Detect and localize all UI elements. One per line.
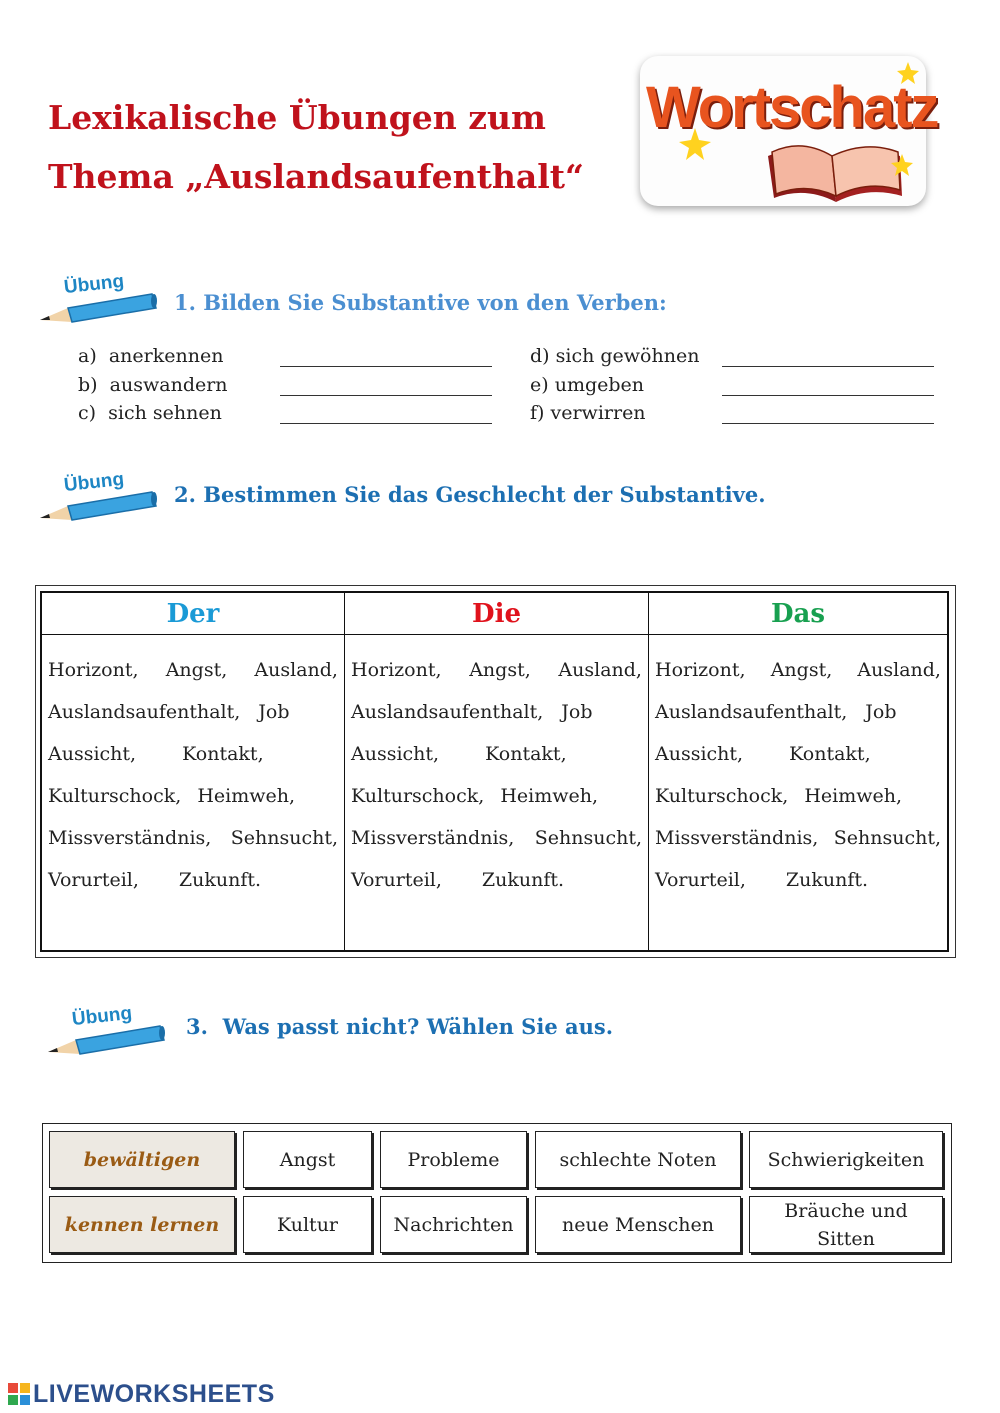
ex1-item-d: d) sich gewöhnen bbox=[530, 345, 700, 367]
gender-header-der: Der bbox=[42, 593, 344, 635]
gender-header-das: Das bbox=[649, 593, 947, 635]
gender-column-das[interactable] bbox=[648, 593, 947, 950]
choice-option[interactable]: neue Menschen bbox=[535, 1196, 741, 1253]
gender-column-die[interactable] bbox=[344, 593, 648, 950]
answer-blank-f[interactable] bbox=[722, 423, 934, 424]
pencil-icon bbox=[40, 482, 160, 524]
exercise2-heading: 2. Bestimmen Sie das Geschlecht der Substantive. bbox=[174, 482, 766, 507]
choice-option[interactable]: schlechte Noten bbox=[535, 1131, 741, 1188]
liveworksheets-logo-icon bbox=[8, 1383, 30, 1405]
pencil-icon bbox=[40, 284, 160, 326]
word-list: Horizont, Angst, Ausland, Auslandsaufenthalt, Job Aussicht, Kontakt, Kulturschock, Heimweh, Missverständnis, Sehnsucht, Vorurteil, Zukunft. bbox=[351, 659, 642, 891]
answer-blank-c[interactable] bbox=[280, 423, 492, 424]
footer-brand: LIVEWORKSHEETS bbox=[33, 1380, 275, 1408]
choice-option[interactable]: Kultur bbox=[243, 1196, 372, 1253]
gender-header-die: Die bbox=[345, 593, 648, 635]
choice-option[interactable]: Bräuche und Sitten bbox=[749, 1196, 943, 1253]
ex1-item-a: a) anerkennen bbox=[78, 345, 224, 367]
choice-option[interactable]: Nachrichten bbox=[380, 1196, 527, 1253]
wortschatz-logo bbox=[640, 56, 938, 206]
exercise1-heading: 1. Bilden Sie Substantive von den Verben: bbox=[174, 290, 667, 315]
word-list: Horizont, Angst, Ausland, Auslandsaufenthalt, Job Aussicht, Kontakt, Kulturschock, Heimweh, Missverständnis, Sehnsucht, Vorurteil, Zukunft. bbox=[48, 659, 338, 891]
choice-option[interactable]: Probleme bbox=[380, 1131, 527, 1188]
badge-label: Übung bbox=[71, 1002, 134, 1031]
choice-row-label-bewaeltigen: bewältigen bbox=[49, 1131, 235, 1188]
answer-blank-a[interactable] bbox=[280, 366, 492, 367]
badge-label: Übung bbox=[63, 468, 126, 497]
ex1-item-f: f) verwirren bbox=[530, 402, 646, 424]
uebung-badge-1 bbox=[40, 270, 160, 326]
choice-row-label-kennen-lernen: kennen lernen bbox=[49, 1196, 235, 1253]
answer-blank-d[interactable] bbox=[722, 366, 934, 367]
logo-wordmark: Wortschatz bbox=[646, 75, 938, 140]
choice-option[interactable]: Schwierigkeiten bbox=[749, 1131, 943, 1188]
gender-column-der[interactable] bbox=[42, 593, 344, 950]
title-line-2: Thema „Auslandsaufenthalt“ bbox=[48, 157, 584, 196]
exercise3-heading: 3. Was passt nicht? Wählen Sie aus. bbox=[186, 1014, 614, 1039]
ex1-item-e: e) umgeben bbox=[530, 374, 645, 396]
liveworksheets-footer bbox=[8, 1380, 275, 1409]
uebung-badge-3 bbox=[48, 1002, 168, 1058]
badge-label: Übung bbox=[63, 270, 126, 299]
answer-blank-b[interactable] bbox=[280, 395, 492, 396]
answer-blank-e[interactable] bbox=[722, 395, 934, 396]
word-list: Horizont, Angst, Ausland, Auslandsaufenthalt, Job Aussicht, Kontakt, Kulturschock, Heimweh, Missverständnis, Sehnsucht, Vorurteil, Zukunft. bbox=[655, 659, 941, 891]
choice-option[interactable]: Angst bbox=[243, 1131, 372, 1188]
pencil-icon bbox=[48, 1016, 168, 1058]
title-line-1: Lexikalische Übungen zum bbox=[48, 98, 546, 137]
gender-table bbox=[40, 591, 949, 952]
uebung-badge-2 bbox=[40, 468, 160, 524]
ex1-item-c: c) sich sehnen bbox=[78, 402, 222, 424]
ex1-item-b: b) auswandern bbox=[78, 374, 228, 396]
